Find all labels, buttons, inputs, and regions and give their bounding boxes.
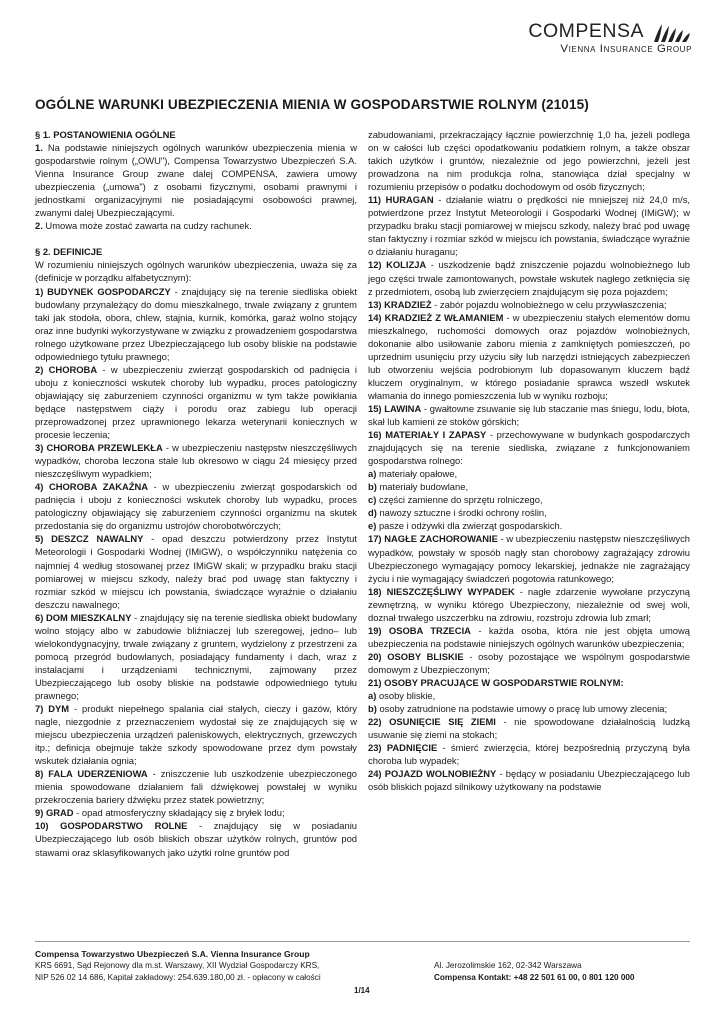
clause-term: 13) KRADZIEŻ (368, 298, 432, 310)
right-text-column (368, 128, 690, 793)
clause-text: - w ubezpieczeniu stałych elementów domu mieszkalnego, ruchomości domowych oraz pojazdów wolnobieżnych, dokonanie albo usiłowanie zaboru mienia z zamkniętych pomieszczeń, po uprzednim usunięciu przy użyciu siły lub narzędzi istniejących zabezpieczeń lub otworzeniu wejścia podrobionym lub dopasowanym kluczem bądź kluczem oryginalnym, w którego posiadanie sprawca wszedł wskutek włamania do innego pomieszczenia lub w wyniku rozboju; (368, 311, 690, 401)
clause-text: części zamienne do sprzętu rolniczego, (376, 494, 543, 506)
clause-paragraph (368, 715, 690, 741)
clause-text: - w ubezpieczeniu następstw nieszczęśliwych wypadków, choroba leczona stale lub okresowo w ciągu 24 miesięcy przed nieszczęśliwym wypadkiem; (35, 442, 357, 480)
clause-text: Umowa może zostać zawarta na cudzy rachunek. (42, 220, 252, 232)
clause-term: d) (368, 507, 377, 519)
clause-paragraph (35, 480, 357, 532)
clause-paragraph (368, 519, 690, 532)
clause-term: 4) CHOROBA ZAKAŹNA (35, 481, 149, 493)
clause-paragraph (368, 650, 690, 676)
clause-text: - w ubezpieczeniu zwierząt gospodarskich od padnięcia i uboju z konieczności wskutek choroby lub wypadku, proces patologiczny objawiający się zaburzeniem czynności organizmu w tym także powikłania będące następstwem ciąży i porodu oraz zabiegu lub operacji przeprowadzonej przez uprawnionego lekarza weterynarii koniecznych w procesie leczenia; (35, 363, 357, 441)
clause-text: - znajdujący się w posiadaniu Ubezpieczającego lub osób bliskich obszar użytków rolnych, gruntów pod stawami oraz sklasyfikowanych jako użytki rolne gruntów pod (35, 820, 357, 858)
clause-term: 10) GOSPODARSTWO ROLNE (35, 820, 188, 832)
clause-term: 3) CHOROBA PRZEWLEKŁA (35, 442, 163, 454)
clause-text: pasze i odżywki dla zwierząt gospodarskich. (376, 520, 563, 532)
clause-term: e) (368, 520, 377, 532)
clause-term: 17) NAGŁE ZACHOROWANIE (368, 533, 498, 545)
clause-text: - w ubezpieczeniu następstw nieszczęśliwych wypadków, powstały w sposób nagły stan chorobowy zagrażający zdrowiu Ubezpieczonego wymagający pomocy lekarskiej, jednakże nie zagrażający życiu i nie wymagający świadczeń pogotowia ratunkowego; (368, 533, 690, 584)
clause-term: a) (368, 690, 377, 702)
clause-text: - działanie wiatru o prędkości nie mniejszej niż 24,0 m/s, potwierdzone przez Instytut Meteorologii i Gospodarki Wodnej (IMiGW); w przypadku braku stacji pomiarowej w miejscu szkody, należy brać pod uwagę stan faktyczny i rozmiar szkód w miejscu ich powstania, świadczące wyraźnie o działaniu huraganu; (368, 194, 690, 258)
clause-text: - przechowywane w budynkach gospodarczych znajdujących się na terenie siedliska, związane z funkcjonowaniem gospodarstwa rolnego: (368, 429, 690, 467)
footer-krs: KRS 6691, Sąd Rejonowy dla m.st. Warszawy, XII Wydział Gospodarczy KRS, (35, 961, 320, 970)
clause-paragraph (368, 298, 690, 311)
clause-text: - każda osoba, która nie jest objęta umową ubezpieczenia na podstawie niniejszych ogólnych warunków ubezpieczenia; (368, 624, 690, 649)
clause-text: Na podstawie niniejszych ogólnych warunków ubezpieczenia mienia w gospodarstwie rolnym („OWU"), Compensa Towarzystwo Ubezpieczeń S.A. Vienna Insurance Group zwane dalej COMPENSA, zawiera umowy ubezpieczenia („umowa") z osobami fizycznymi, osobami prawnymi i jednostkami organizacyjnymi nie posiadającymi osobowości prawnej, zwanymi dalej Ubezpieczającymi. (35, 142, 357, 219)
clause-text: - śmierć zwierzęcia, której bezpośrednią przyczyną była choroba lub wypadek; (368, 742, 690, 767)
clause-text: zabudowaniami, przekraczający łącznie powierzchnię 1,0 ha, jeżeli podlega on w całości lub części opodatkowaniu podatkiem rolnym, a także obszar takich użytków i gruntów, niezależnie od jego powierzchni, jeżeli jest prowadzona na nim produkcja rolna, stanowiąca dział specjalny w rozumieniu przepisów o podatku dochodowym od osób fizycznych; (368, 129, 690, 193)
clause-term: a) (368, 468, 377, 480)
compensa-logo (502, 20, 692, 55)
clause-paragraph (368, 428, 690, 467)
clause-paragraph (368, 467, 690, 480)
document-title: OGÓLNE WARUNKI UBEZPIECZENIA MIENIA W GOSPODARSTWIE ROLNYM (21015) (35, 97, 589, 112)
clause-term: 7) DYM (35, 703, 70, 715)
clause-term: 21) OSOBY PRACUJĄCE W GOSPODARSTWIE ROLNYM: (368, 676, 624, 688)
clause-paragraph (368, 702, 690, 715)
footer-company-info (35, 948, 321, 984)
clause-term: 14) KRADZIEŻ Z WŁAMANIEM (368, 311, 504, 323)
clause-term: 24) POJAZD WOLNOBIEŻNY (368, 768, 497, 780)
clause-paragraph (368, 689, 690, 702)
clause-paragraph (368, 741, 690, 767)
paragraph-gap (35, 232, 357, 245)
clause-paragraph (35, 702, 357, 767)
clause-term: 2) CHOROBA (35, 363, 98, 375)
clause-text: osoby zatrudnione na podstawie umowy o pracę lub umowy zlecenia; (376, 703, 668, 715)
clause-term: 23) PADNIĘCIE (368, 742, 438, 754)
clause-text: nawozy sztuczne i środki ochrony roślin, (376, 507, 547, 519)
clause-paragraph (35, 611, 357, 702)
wing-logo-icon (652, 22, 694, 44)
clause-text: - opad deszczu potwierdzony przez Instytut Meteorologii i Gospodarki Wodnej (IMiGW), o współczynniku natężenia co najmniej 4 według stosowanej przez IMiGW skali; w przypadku braku stacji pomiarowej w miejscu szkody, należy brać pod uwagę stan faktyczny i rozmiar szkód w miejscu ich powstania, świadczące wyraźnie o działaniu deszczu nawalnego; (35, 533, 357, 610)
clause-paragraph (368, 624, 690, 650)
clause-term: b) (368, 703, 377, 715)
clause-paragraph (35, 363, 357, 441)
section-heading-text: § 1. POSTANOWIENIA OGÓLNE (35, 129, 176, 140)
clause-term: 8) FALA UDERZENIOWA (35, 768, 148, 780)
clause-paragraph (35, 141, 357, 219)
section-heading (35, 128, 357, 141)
clause-term: 22) OSUNIĘCIE SIĘ ZIEMI (368, 716, 496, 728)
clause-paragraph (368, 402, 690, 428)
clause-paragraph (35, 219, 357, 232)
clause-term: 5) DESZCZ NAWALNY (35, 533, 144, 545)
footer-contact-info (434, 960, 635, 984)
logo-wordmark: COMPENSA (528, 20, 644, 42)
clause-paragraph (368, 532, 690, 584)
footer-nip: NIP 526 02 14 686, Kapitał zakładowy: 254.639.180,00 zł. - opłacony w całości (35, 973, 321, 982)
clause-term: 20) OSOBY BLISKIE (368, 650, 464, 662)
clause-text: materiały budowlane, (376, 481, 469, 493)
left-text-column (35, 128, 357, 859)
clause-term: 15) LAWINA (368, 402, 422, 414)
clause-text: W rozumieniu niniejszych ogólnych warunków ubezpieczenia, uważa się za (definicje w porządku alfabetycznym): (35, 259, 357, 284)
clause-paragraph (35, 767, 357, 806)
clause-paragraph (35, 258, 357, 284)
clause-text: - zniszczenie lub uszkodzenie ubezpieczonego mienia spowodowane działaniem fali dźwiękowej powstałej w wyniku przekroczenia bariery dźwięku przez statek powietrzny; (35, 768, 357, 806)
clause-paragraph (368, 258, 690, 297)
clause-text: materiały opałowe, (376, 468, 458, 480)
clause-term: 19) OSOBA TRZECIA (368, 624, 471, 636)
clause-paragraph (368, 585, 690, 624)
footer-contact: Compensa Kontakt: +48 22 501 61 00, 0 801 120 000 (434, 973, 635, 982)
clause-paragraph (368, 493, 690, 506)
clause-paragraph (35, 441, 357, 480)
clause-paragraph (368, 767, 690, 793)
section-heading-text: § 2. DEFINICJE (35, 246, 103, 258)
footer-company-name: Compensa Towarzystwo Ubezpieczeń S.A. Vienna Insurance Group (35, 949, 310, 959)
clause-paragraph (368, 480, 690, 493)
clause-text: - znajdujący się na terenie siedliska obiekt budowlany przynależący do domu mieszkalnego, trwale związany z gruntem taki jak stodoła, obora, chlew, stajnia, kurnik, komórka, garaż wolno stojący oraz inne budynki wykorzystywane w związku z prowadzeniem gospodarstwa rolnego użytkowane przez Ubezpieczającego lub osoby bliskie na podstawie odpowiedniego tytułu prawnego; (35, 285, 357, 362)
clause-term: 18) NIESZCZĘŚLIWY WYPADEK (368, 585, 515, 597)
clause-paragraph (368, 311, 690, 402)
clause-text: - produkt niepełnego spalania ciał stałych, cieczy i gazów, który nagle, niezgodnie z przeznaczeniem wydostał się ze znajdujących się w miejscu ubezpieczenia urządzeń paleniskowych, elektrycznych, grzewczych itp.; definicja obejmuje także szkody spowodowane przez dym powstały wskutek działania ognia; (35, 703, 357, 767)
logo-subtitle: Vienna Insurance Group (560, 43, 692, 55)
section-heading (35, 245, 357, 258)
clause-term: 9) GRAD (35, 807, 74, 819)
clause-text: - nagłe zdarzenie wywołane przyczyną zewnętrzną, w wyniku którego Ubezpieczony, niezależnie od swej woli, doznał trwałego uszczerbku na zdrowiu, rozstroju zdrowia lub zmarł; (368, 585, 691, 623)
clause-paragraph (368, 676, 690, 689)
clause-text: - w ubezpieczeniu zwierząt gospodarskich od padnięcia i uboju z konieczności wskutek choroby lub wypadku, proces patologiczny objawiający się zaburzeniem czynności organizmu na skutek przedostania się do organizmu ustrojów chorobotwórczych; (35, 481, 357, 532)
footer-divider (35, 941, 690, 942)
clause-paragraph (368, 128, 690, 193)
clause-text: - nie spowodowane działalnością ludzką usuwanie się ziemi na stokach; (368, 716, 690, 741)
clause-term: 6) DOM MIESZKALNY (35, 611, 132, 623)
clause-paragraph (368, 193, 690, 258)
clause-text: - znajdujący się na terenie siedliska obiekt budowlany wolno stojący albo w zabudowie bliźniaczej lub szeregowej, jedno– lub wielokondygnacyjny, trwale związany z gruntem, wydzielony z przestrzeni za pomocą przegród budowlanych, posiadający fundamenty i dach, wraz z instalacjami i urządzeniami technicznymi, zajmowany przez Ubezpieczającego lub osoby bliskie na podstawie odpowiedniego tytułu prawnego; (35, 611, 357, 701)
clause-paragraph (35, 285, 357, 363)
clause-paragraph (35, 819, 357, 858)
clause-paragraph (368, 506, 690, 519)
page-number: 1/14 (354, 986, 370, 995)
clause-term: 1) BUDYNEK GOSPODARCZY (35, 285, 171, 297)
clause-term: 12) KOLIZJA (368, 259, 427, 271)
clause-text: osoby bliskie, (376, 690, 436, 702)
clause-term: 11) HURAGAN (368, 194, 434, 206)
clause-text: - zabór pojazdu wolnobieżnego w celu przywłaszczenia; (431, 298, 667, 310)
clause-text: - uszkodzenie bądź zniszczenie pojazdu wolnobieżnego lub jego części trwale zamontowanych, powstałe wskutek nagłego zetknięcia się z przedmiotem, osobą lub zwierzęciem znajdującym się poza pojazdem; (368, 259, 690, 297)
clause-text: - osoby pozostające we wspólnym gospodarstwie domowym z Ubezpieczonym; (368, 650, 690, 675)
clause-paragraph (35, 532, 357, 610)
clause-paragraph (35, 806, 357, 819)
clause-term: b) (368, 481, 377, 493)
clause-text: - będący w posiadaniu Ubezpieczającego lub osób bliskich pojazd silnikowy użytkowany na podstawie (368, 768, 690, 793)
clause-term: 2. (35, 220, 43, 232)
footer-address: Al. Jerozolimskie 162, 02-342 Warszawa (434, 961, 582, 970)
clause-text: - gwałtowne zsuwanie się lub staczanie mas śniegu, lodu, błota, skał lub kamieni ze stoków górskich; (368, 402, 690, 428)
clause-term: 1. (35, 142, 43, 154)
clause-text: - opad atmosferyczny składający się z bryłek lodu; (73, 807, 285, 819)
clause-term: 16) MATERIAŁY I ZAPASY (368, 429, 487, 441)
clause-term: c) (368, 494, 377, 506)
